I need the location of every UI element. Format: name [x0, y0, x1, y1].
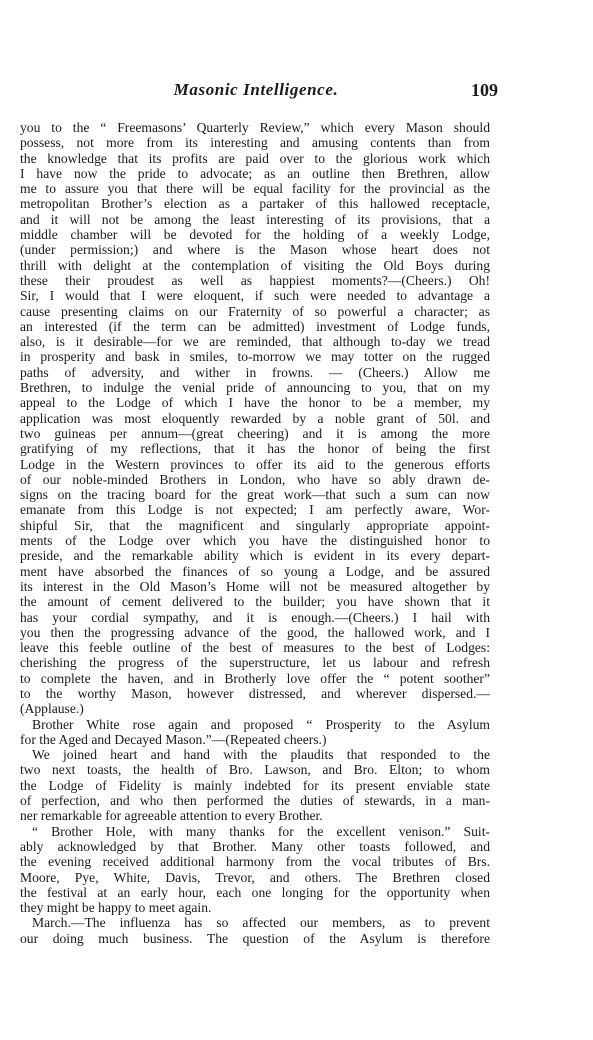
- text-line: Brethren, to indulge the venial pride of announcing to you, that on my: [20, 380, 490, 396]
- text-line: and it will not be among the least interesting of its provisions, that a: [20, 211, 490, 227]
- text-line: of perfection, and who then performed the duties of stewards, in a man-: [20, 793, 490, 809]
- text-line: Sir, I would that I were eloquent, if such were needed to advantage a: [20, 288, 490, 304]
- text-line: paths of adversity, and wither in frowns. — (Cheers.) Allow me: [20, 364, 490, 380]
- text-line: (Applause.): [20, 701, 84, 717]
- text-line: to the worthy Mason, however distressed, and wherever dispersed.—: [20, 685, 490, 701]
- text-line: the knowledge that its profits are paid over to the glorious work which: [20, 150, 490, 166]
- text-line: you then the progressing advance of the good, the hallowed work, and I: [20, 624, 490, 640]
- text-line: cause presenting claims on our Fraternity of so powerful a character; as: [20, 303, 490, 319]
- running-head: [22, 80, 498, 106]
- text-line: ment have absorbed the finances of so young a Lodge, and be assured: [20, 563, 490, 579]
- text-line: I have now the pride to advocate; as an outline then Brethren, allow: [20, 165, 490, 181]
- text-line: our doing much business. The question of the Asylum is therefore: [20, 930, 490, 946]
- text-line: two next toasts, the health of Bro. Lawson, and Bro. Elton; to whom: [20, 762, 490, 778]
- page-number: 109: [471, 80, 498, 100]
- text-line: appeal to the Lodge of which I have the honor to be a member, my: [20, 395, 490, 411]
- text-line: the Lodge of Fidelity is mainly indebted for its present enviable state: [20, 777, 490, 793]
- text-line: has your cordial sympathy, and it is enough.—(Cheers.) I hail with: [20, 609, 490, 625]
- text-line: “ Brother Hole, with many thanks for the excellent venison.” Suit-: [32, 823, 490, 839]
- text-line: preside, and the remarkable ability which is evident in its every depart-: [20, 548, 490, 564]
- text-line: two guineas per annum—(great cheering) and it is among the more: [20, 425, 490, 441]
- text-line: Moore, Pye, White, Davis, Trevor, and others. The Brethren closed: [20, 869, 490, 885]
- text-line: you to the “ Freemasons’ Quarterly Review,” which every Mason should: [20, 120, 490, 135]
- text-line: March.—The influenza has so affected our members, as to prevent: [32, 915, 490, 931]
- text-line: We joined heart and hand with the plaudits that responded to the: [32, 747, 490, 763]
- body-text: [20, 120, 490, 946]
- text-line: also, is it desirable—for we are reminded, that although to-day we tread: [20, 334, 490, 350]
- text-line: these their proudest as well as happiest moments?—(Cheers.) Oh!: [20, 272, 490, 288]
- text-line: Brother White rose again and proposed “ Prosperity to the Asylum: [32, 716, 490, 732]
- text-line: for the Aged and Decayed Mason.”—(Repeated cheers.): [20, 731, 327, 747]
- text-line: cherishing the progress of the superstructure, let us labour and refresh: [20, 655, 490, 671]
- text-line: me to assure you that there will be equal facility for the provincial as the: [20, 181, 490, 197]
- text-line: the festival at an early hour, each one longing for the opportunity when: [20, 884, 490, 900]
- text-line: shipful Sir, that the magnificent and singularly appropriate appoint-: [20, 517, 490, 533]
- text-line: of our noble-minded Brothers in London, who have so ably drawn de-: [20, 471, 490, 487]
- text-line: middle chamber will be devoted for the holding of a weekly Lodge,: [20, 227, 490, 243]
- text-line: the amount of cement delivered to the builder; you have shown that it: [20, 594, 490, 610]
- text-line: thrill with delight at the contemplation of visiting the Old Boys during: [20, 257, 490, 273]
- text-line: ments of the Lodge over which you have the distinguished honor to: [20, 533, 490, 549]
- text-line: an interested (if the term can be admitted) investment of Lodge funds,: [20, 318, 490, 334]
- running-title: Masonic Intelligence.: [173, 80, 339, 99]
- text-line: emanate from this Lodge is not expected; I am perfectly aware, Wor-: [20, 502, 490, 518]
- text-line: its interest in the Old Mason’s Home will not be measured altogether by: [20, 578, 490, 594]
- text-line: to complete the haven, and in Brotherly love offer the “ potent soother”: [20, 670, 490, 686]
- text-line: ably acknowledged by that Brother. Many other toasts followed, and: [20, 838, 490, 854]
- text-line: they might be happy to meet again.: [20, 900, 212, 916]
- text-line: possess, not more from its interesting and amusing contents than from: [20, 135, 490, 151]
- text-line: the evening received additional harmony from the vocal tributes of Brs.: [20, 854, 490, 870]
- text-line: in prosperity and bask in smiles, to-morrow we may totter on the rugged: [20, 349, 490, 365]
- text-line: Lodge in the Western provinces to offer its aid to the generous efforts: [20, 456, 490, 472]
- text-line: signs on the tracing board for the great work—that such a sum can now: [20, 487, 490, 503]
- text-line: leave this feeble outline of the best of measures to the best of Lodges:: [20, 640, 490, 656]
- text-line: ner remarkable for agreeable attention to every Brother.: [20, 808, 323, 824]
- text-line: metropolitan Brother’s election as a partaker of this hallowed receptacle,: [20, 196, 490, 212]
- text-line: application was most eloquently rewarded by a noble grant of 50l. and: [20, 410, 490, 426]
- text-line: gratifying of my reflections, that it has the honor of being the first: [20, 441, 490, 457]
- text-line: (under permission;) and where is the Mason whose heart does not: [20, 242, 490, 258]
